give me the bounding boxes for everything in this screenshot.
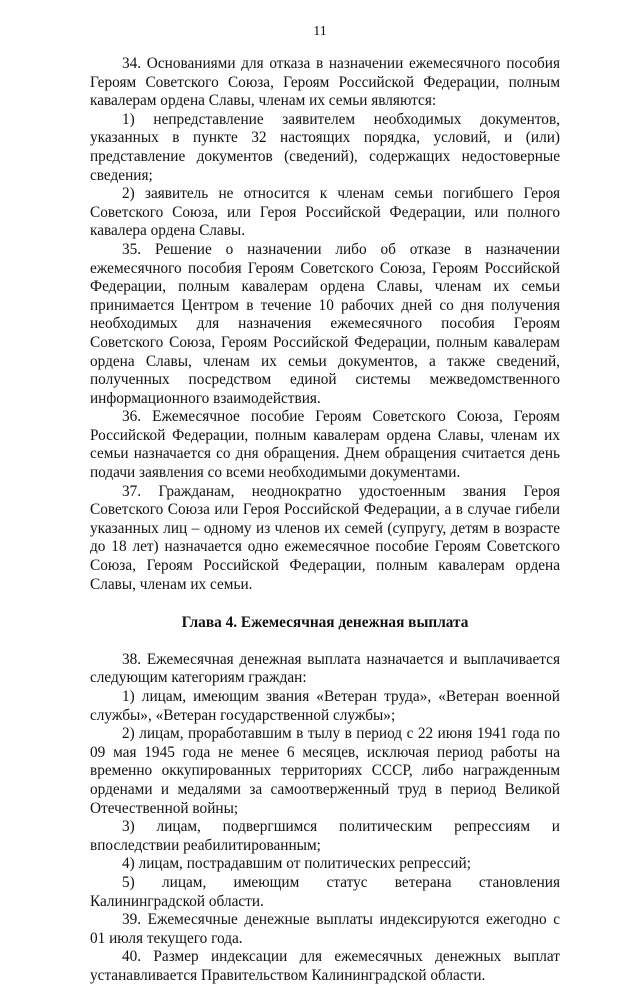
chapter-title: Глава 4. Ежемесячная денежная выплата bbox=[181, 614, 469, 632]
paragraph-38-item-1: 1) лицам, имеющим звания «Ветеран труда», «Ветеран военной службы», «Ветеран государственной службы»; bbox=[90, 688, 560, 724]
paragraph-38-item-3: 3) лицам, подвергшимся политическим репрессиям и впоследствии реабилитированным; bbox=[90, 818, 560, 854]
paragraph-36: 36. Ежемесячное пособие Героям Советского Союза, Героям Российской Федерации, полным кавалерам ордена Славы, членам их семьи назначается со дня обращения. Днем обращения считается день подачи заявления со всеми необходимыми документами. bbox=[90, 408, 560, 482]
page-number: 11 bbox=[313, 24, 327, 39]
paragraph-38: 38. Ежемесячная денежная выплата назначается и выплачивается следующим категориям граждан: bbox=[90, 650, 560, 687]
paragraph-34: 34. Основаниями для отказа в назначении ежемесячного пособия Героям Советского Союза, Героям Российской Федерации, полным кавалерам ордена Славы, членам их семьи являются: bbox=[90, 55, 560, 110]
paragraph-37: 37. Гражданам, неоднократно удостоенным звания Героя Советского Союза или Героя Российской Федерации, а в случае гибели указанных лиц – одному из членов их семей (супругу, детям в возрасте до 18 лет) назначается одно ежемесячное пособие Героям Советского Союза, Героям Российской Федерации, полным кавалерам ордена Славы, членам их семьи. bbox=[90, 482, 560, 593]
paragraph-38-item-2: 2) лицам, проработавшим в тылу в период с 22 июня 1941 года по 09 мая 1945 года не менее 6 месяцев, исключая период работы на временно оккупированных территориях СССР, либо награжденным орденами и медалями за самоотверженный труд в период Великой Отечественной войны; bbox=[90, 725, 560, 817]
paragraph-34-item-1: 1) непредставление заявителем необходимых документов, указанных в пункте 32 настоящих порядка, условий, и (или) представление документов (сведений), содержащих недостоверные сведения; bbox=[90, 110, 560, 184]
paragraph-39: 39. Ежемесячные денежные выплаты индексируются ежегодно с 01 июля текущего года. bbox=[90, 911, 560, 947]
paragraph-40: 40. Размер индексации для ежемесячных денежных выплат устанавливается Правительством Калининградской области. bbox=[90, 948, 560, 984]
paragraph-35: 35. Решение о назначении либо об отказе в назначении ежемесячного пособия Героям Советского Союза, Героям Российской Федерации, полным кавалерам ордена Славы, членам их семьи принимается Центром в течение 10 рабочих дней со дня получения необходимых для назначения ежемесячного пособия Героям Советского Союза, Героям Российской Федерации, полным кавалерам ордена Славы, членам их семьи документов, а также сведений, полученных посредством единой системы межведомственного информационного взаимодействия. bbox=[90, 240, 560, 407]
paragraph-38-item-4: 4) лицам, пострадавшим от политических репрессий; bbox=[122, 855, 471, 873]
paragraph-34-item-2: 2) заявитель не относится к членам семьи погибшего Героя Советского Союза, или Героя Российской Федерации, или полного кавалера ордена Славы. bbox=[90, 185, 560, 240]
document-body bbox=[90, 55, 560, 986]
paragraph-38-item-5: 5) лицам, имеющим статус ветерана становления Калининградской области. bbox=[90, 873, 560, 910]
